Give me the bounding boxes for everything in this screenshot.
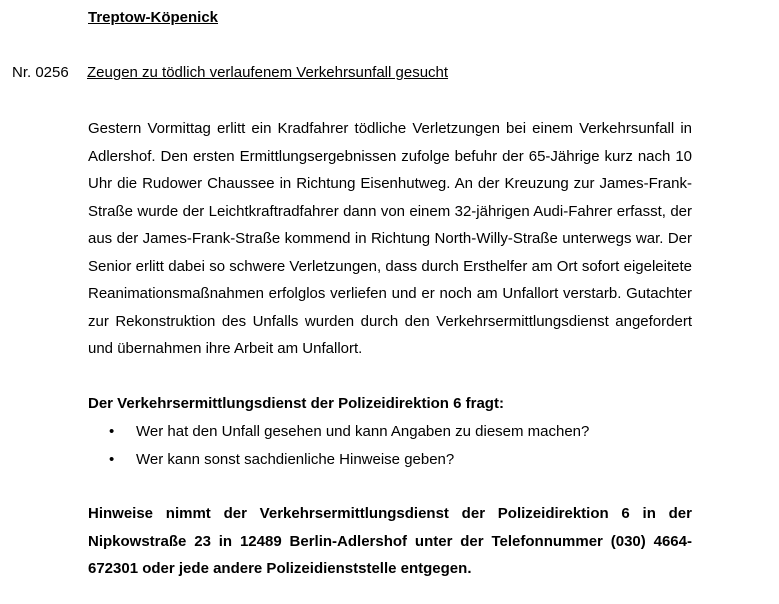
bullet-icon: • (109, 423, 115, 440)
list-item (88, 446, 589, 474)
report-number: Nr. 0256 (12, 64, 69, 81)
report-headline: Zeugen zu tödlich verlaufenem Verkehrsunfall gesucht (87, 64, 449, 81)
question-text: Wer hat den Unfall gesehen und kann Angaben zu diesem machen? (136, 423, 590, 440)
district-heading: Treptow-Köpenick (88, 9, 219, 26)
report-body: Gestern Vormittag erlitt ein Kradfahrer tödliche Verletzungen bei einem Verkehrsunfall in Adlershof. Den ersten Ermittlungsergebnissen zufolge befuhr der 65-Jährige kurz nach 10 Uhr die Rudower Chaussee in Richtung Eisenhutweg. An der Kreuzung zur James-Frank-Straße wurde der Leichtkraftradfahrer dann von einem 32-jährigen Audi-Fahrer erfasst, der aus der James-Frank-Straße kommend in Richtung North-Willy-Straße unterwegs war. Der Senior erlitt dabei so schwere Verletzungen, dass durch Ersthelfer am Ort sofort eigeleitete Reanimationsmaßnahmen erfolglos verliefen und er noch am Unfallort verstarb. Gutachter zur Rekonstruktion des Unfalls wurden durch den Verkehrsermittlungsdienst angefordert und übernahmen ihre Arbeit am Unfallort. (88, 120, 692, 357)
list-item (88, 418, 589, 446)
question-list (88, 418, 589, 473)
contact-information: Hinweise nimmt der Verkehrsermittlungsdienst der Polizeidirektion 6 in der Nipkowstraße 23 in 12489 Berlin-Adlershof unter der Telefonnummer (030) 4664-672301 oder jede andere Polizeidienststelle entgegen. (88, 505, 692, 577)
bullet-icon: • (109, 450, 115, 468)
question-text: Wer kann sonst sachdienliche Hinweise geben? (136, 450, 455, 468)
question-heading: Der Verkehrsermittlungsdienst der Polizeidirektion 6 fragt: (88, 395, 504, 412)
